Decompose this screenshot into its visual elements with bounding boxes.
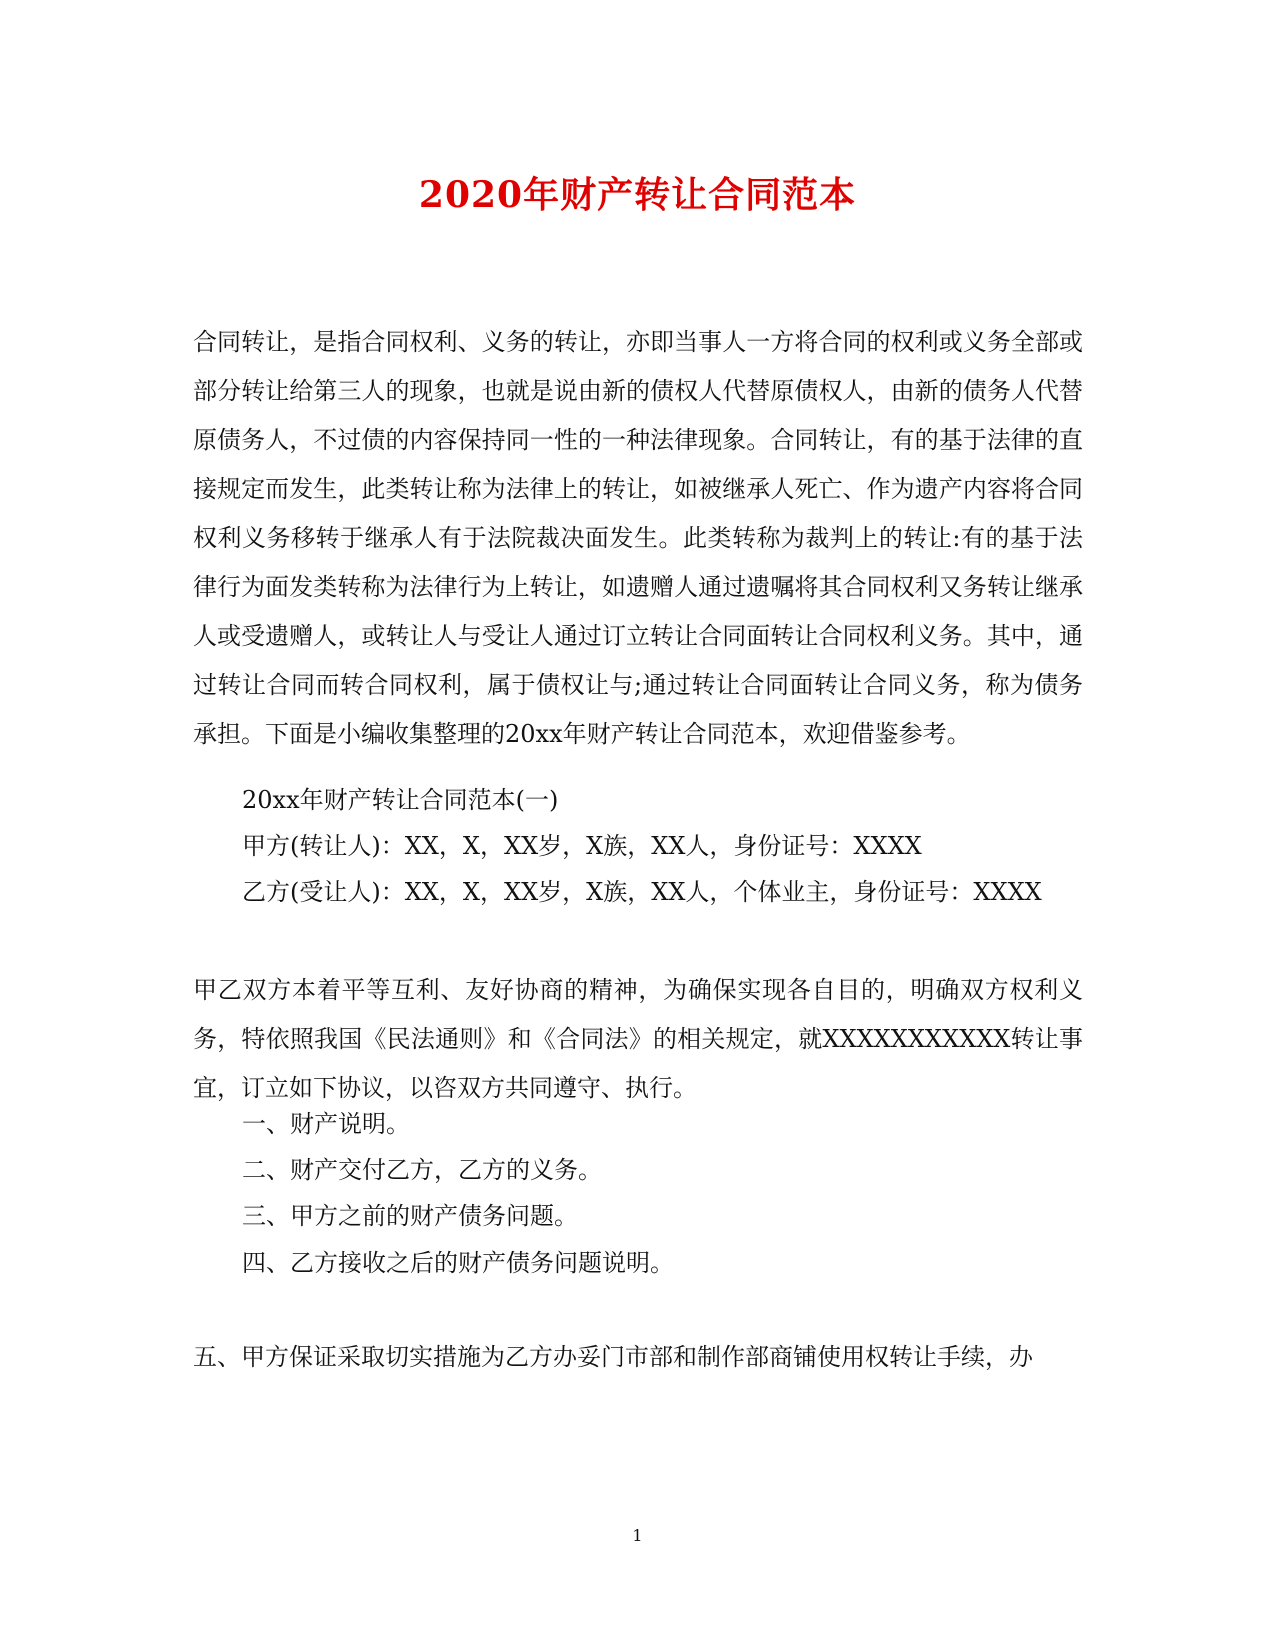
sample-heading: 20xx年财产转让合同范本(一): [242, 786, 559, 814]
preamble-paragraph: 甲乙双方本着平等互利、友好协商的精神，为确保实现各自目的，明确双方权利义务，特依照我国《民法通则》和《合同法》的相关规定，就XXXXXXXXXXX转让事宜，订立如下协议，以咨双方共同遵守、执行。: [193, 976, 1083, 1102]
list-item: 一、财产说明。: [242, 1110, 410, 1138]
list-item: 四、乙方接收之后的财产债务问题说明。: [242, 1249, 674, 1277]
list-item: 二、财产交付乙方，乙方的义务。: [242, 1156, 602, 1184]
intro-paragraph: 合同转让，是指合同权利、义务的转让，亦即当事人一方将合同的权利或义务全部或部分转让给第三人的现象，也就是说由新的债权人代替原债权人，由新的债务人代替原债务人，不过债的内容保持同一性的一种法律现象。合同转让，有的基于法律的直接规定而发生，此类转让称为法律上的转让，如被继承人死亡、作为遗产内容将合同权利义务移转于继承人有于法院裁决面发生。此类转称为裁判上的转让:有的基于法律行为面发类转称为法律行为上转让，如遗赠人通过遗嘱将其合同权利又务转让继承人或受遗赠人，或转让人与受让人通过订立转让合同面转让合同权利义务。其中，通过转让合同而转合同权利，属于债权让与;通过转让合同面转让合同义务，称为债务承担。下面是小编收集整理的20xx年财产转让合同范本，欢迎借鉴参考。: [193, 328, 1083, 748]
party-b-line: 乙方(受让人)：XX，X，XX岁，X族，XX人，个体业主，身份证号：XXXX: [242, 878, 1042, 906]
list-item: 三、甲方之前的财产债务问题。: [242, 1202, 578, 1230]
party-a-line: 甲方(转让人)：XX，X，XX岁，X族，XX人，身份证号：XXXX: [242, 832, 922, 860]
page-number: 1: [632, 1526, 643, 1545]
document-title: 2020年财产转让合同范本: [418, 174, 857, 216]
item-five-line: 五、甲方保证采取切实措施为乙方办妥门市部和制作部商铺使用权转让手续，办: [193, 1343, 1033, 1371]
